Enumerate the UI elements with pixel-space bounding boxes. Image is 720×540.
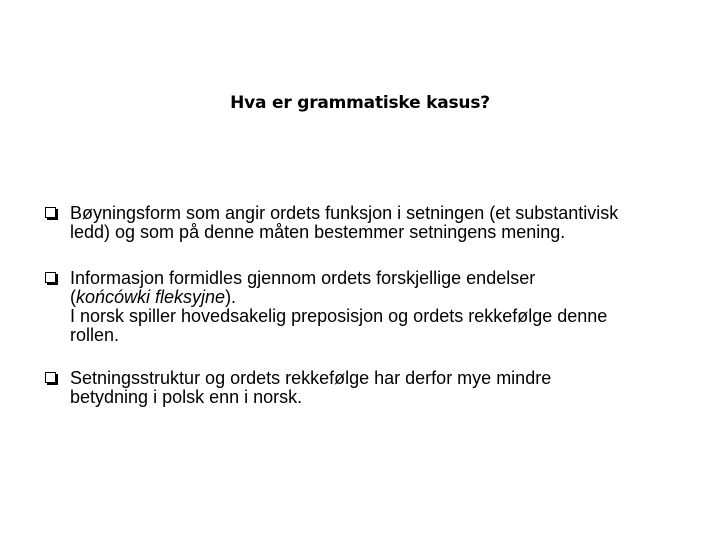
paren-close: ). xyxy=(225,287,237,307)
checkbox-icon xyxy=(45,272,56,283)
bullet-text-line: rollen. xyxy=(70,325,120,345)
bullet-text-line: Setningsstruktur og ordets rekkefølge har derfor mye mindre xyxy=(70,368,552,388)
bullet-text-line xyxy=(70,288,695,307)
slide-title: Hva er grammatiske kasus? xyxy=(230,93,490,113)
bullet-item xyxy=(45,204,695,242)
bullet-item xyxy=(45,269,695,345)
bullet-item xyxy=(45,369,695,407)
bullet-text-line: Informasjon formidles gjennom ordets forskjellige endelser xyxy=(70,268,536,288)
bullet-text-line: betydning i polsk enn i norsk. xyxy=(70,387,303,407)
paren-open: ( xyxy=(70,287,76,307)
checkbox-icon xyxy=(45,207,56,218)
checkbox-icon xyxy=(45,372,56,383)
bullet-text-line: ledd) og som på denne måten bestemmer setningens mening. xyxy=(70,222,566,242)
bullet-text-line: Bøyningsform som angir ordets funksjon i setningen (et substantivisk xyxy=(70,203,619,223)
polish-term: końcówki fleksyjne xyxy=(76,287,226,307)
bullet-list xyxy=(45,204,695,434)
bullet-text-line: I norsk spiller hovedsakelig preposisjon og ordets rekkefølge denne xyxy=(70,306,608,326)
